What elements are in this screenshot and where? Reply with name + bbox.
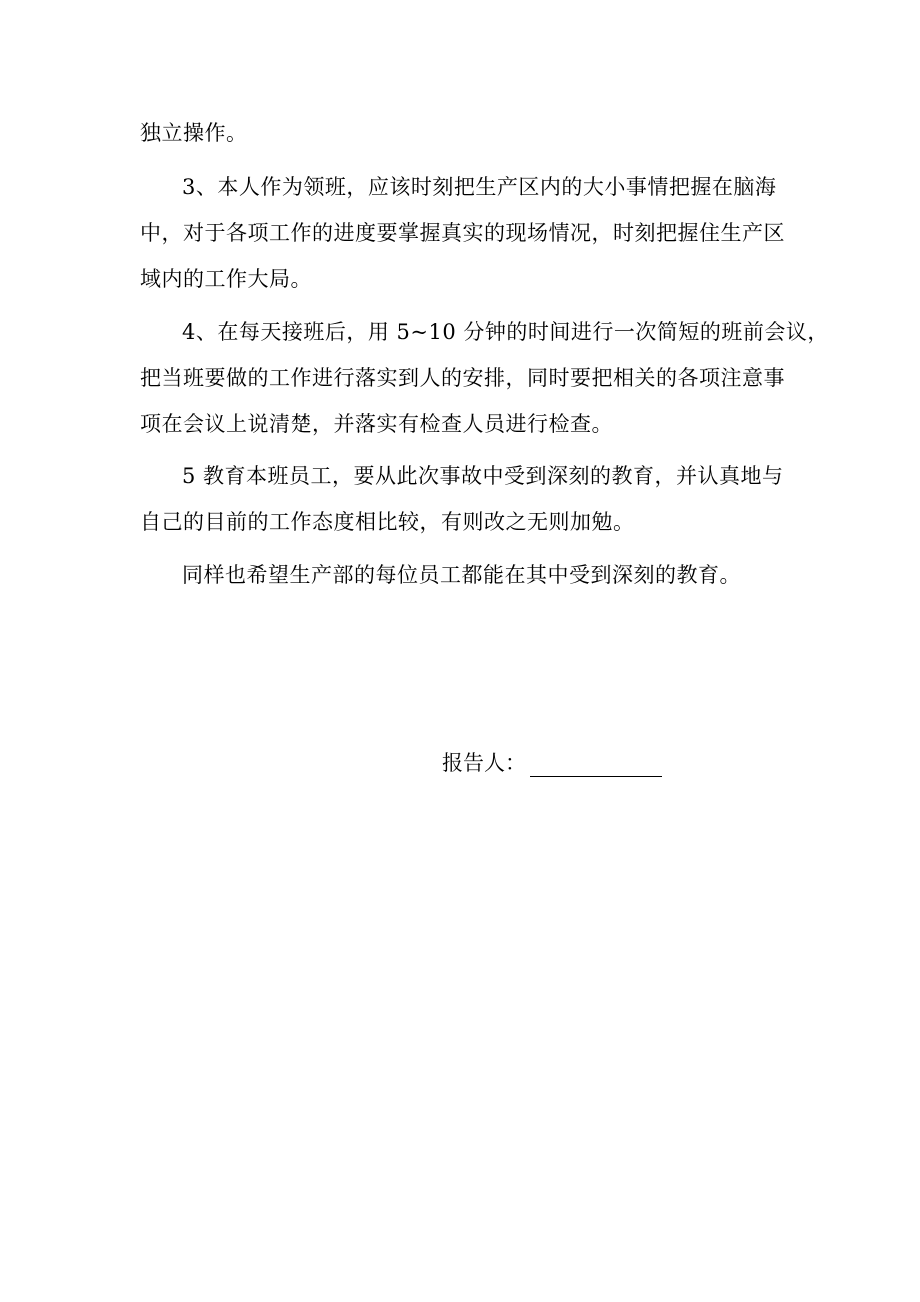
paragraph-line: 项在会议上说清楚，并落实有检查人员进行检查。	[140, 412, 613, 436]
paragraph-line: 自己的目前的工作态度相比较，有则改之无则加勉。	[140, 510, 635, 534]
paragraph-line: 中，对于各项工作的进度要掌握真实的现场情况，时刻把握住生产区	[140, 221, 785, 245]
paragraph-line: 独立操作。	[140, 121, 248, 145]
signature-line	[530, 752, 662, 777]
paragraph-line: 5 教育本班员工，要从此次事故中受到深刻的教育，并认真地与	[182, 464, 784, 488]
signature-block	[442, 749, 662, 777]
paragraph-line: 4、在每天接班后，用 5~10 分钟的时间进行一次简短的班前会议，	[182, 320, 829, 344]
signature-label: 报告人：	[442, 751, 526, 775]
paragraph-line: 同样也希望生产部的每位员工都能在其中受到深刻的教育。	[182, 563, 741, 587]
paragraph-line: 3、本人作为领班，应该时刻把生产区内的大小事情把握在脑海	[182, 175, 777, 199]
paragraph-line: 域内的工作大局。	[140, 267, 312, 291]
paragraph-line: 把当班要做的工作进行落实到人的安排，同时要把相关的各项注意事	[140, 366, 785, 390]
